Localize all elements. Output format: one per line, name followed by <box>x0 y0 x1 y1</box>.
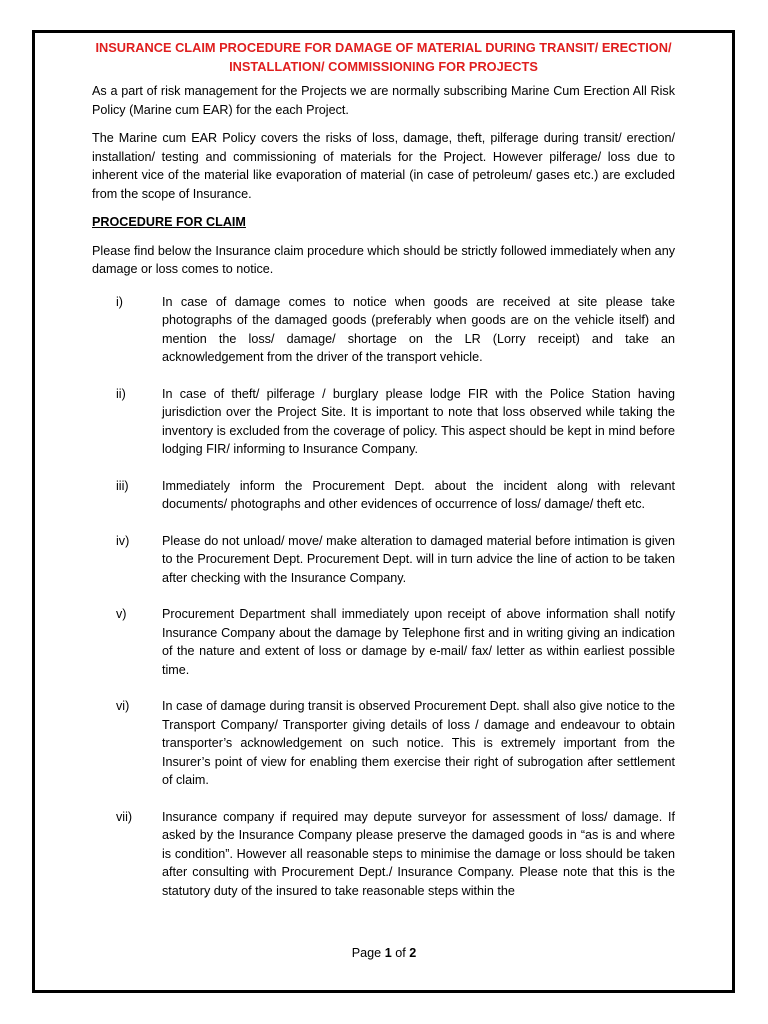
intro-paragraph-1: As a part of risk management for the Projects we are normally subscribing Marine Cum Erection All Risk Policy (Marine cum EAR) for the each Project. <box>92 84 675 117</box>
list-item <box>92 477 675 514</box>
list-item-number: iii) <box>116 478 129 493</box>
total-pages-number: 2 <box>409 946 417 960</box>
intro-paragraph-2: The Marine cum EAR Policy covers the risks of loss, damage, theft, pilferage during transit/ erection/ installation/ testing and commissioning of materials for the Project. However pilferage/ loss due to inherent vice of the material like evaporation of material (in case of petroleum/ gases etc.) are excluded from the scope of Insurance. <box>92 131 675 201</box>
list-item-text: Procurement Department shall immediately upon receipt of above information shall notify Insurance Company about the damage by Telephone first and in writing giving an indication of the nature and extent of loss or damage by e-mail/ fax/ letter as within earliest possible time. <box>162 607 675 677</box>
list-item-number: vii) <box>116 809 133 824</box>
procedure-intro: Please find below the Insurance claim procedure which should be strictly followed immediately when any damage or loss comes to notice. <box>92 243 675 276</box>
document-title: INSURANCE CLAIM PROCEDURE FOR DAMAGE OF MATERIAL DURING TRANSIT/ ERECTION/ INSTALLATION/ COMMISSIONING FOR PROJECTS <box>95 40 672 74</box>
document-body <box>92 38 675 918</box>
of-label: of <box>395 946 406 960</box>
list-item-number: vi) <box>116 699 130 713</box>
list-item <box>92 385 675 459</box>
page-footer <box>0 946 768 960</box>
list-item <box>92 532 675 588</box>
list-item <box>92 808 675 901</box>
list-item-text: Insurance company if required may depute surveyor for assessment of loss/ damage. If asked by the Insurance Company please preserve the damaged goods in “as is and where is condition”. However all reasonable steps to minimise the damage or loss should be taken after consulting with Procurement Dept./ Insurance Company. Please note that this is the statutory duty of the insured to take reasonable steps within the <box>162 809 675 898</box>
current-page-number: 1 <box>384 946 392 960</box>
list-item <box>92 293 675 367</box>
list-item-text: Immediately inform the Procurement Dept. about the incident along with relevant documents/ photographs and other evidences of occurrence of loss/ damage/ theft etc. <box>162 478 675 511</box>
page-label: Page <box>351 946 382 960</box>
list-item-text: In case of damage comes to notice when goods are received at site please take photographs of the damaged goods (preferably when goods are on the vehicle itself) and mention the loss/ damage/ shortage on the LR (Lorry receipt) and take an acknowledgement from the driver of the transport vehicle. <box>162 294 675 364</box>
list-item-number: v) <box>116 607 127 621</box>
list-item <box>92 697 675 790</box>
list-item-text: In case of theft/ pilferage / burglary please lodge FIR with the Police Station having jurisdiction over the Project Site. It is important to note that loss observed while taking the inventory is excluded from the coverage of policy. This aspect should be kept in mind before lodging FIR/ informing to Insurance Company. <box>162 386 675 456</box>
list-item-number: i) <box>116 294 123 309</box>
list-item <box>92 605 675 679</box>
list-item-text: In case of damage during transit is observed Procurement Dept. shall also give notice to the Transport Company/ Transporter giving details of loss / damage and endeavour to obtain transporter’s acknowledgement on such notice. This is extremely important from the Insurer’s point of view for enabling them exercise their right of subrogation after settlement of claim. <box>162 699 675 787</box>
procedure-heading: PROCEDURE FOR CLAIM <box>92 215 246 229</box>
list-item-number: iv) <box>116 533 130 548</box>
list-item-number: ii) <box>116 386 126 401</box>
list-item-text: Please do not unload/ move/ make alteration to damaged material before intimation is given to the Procurement Dept. Procurement Dept. will in turn advice the line of action to be taken after checking with the Insurance Company. <box>162 533 675 585</box>
